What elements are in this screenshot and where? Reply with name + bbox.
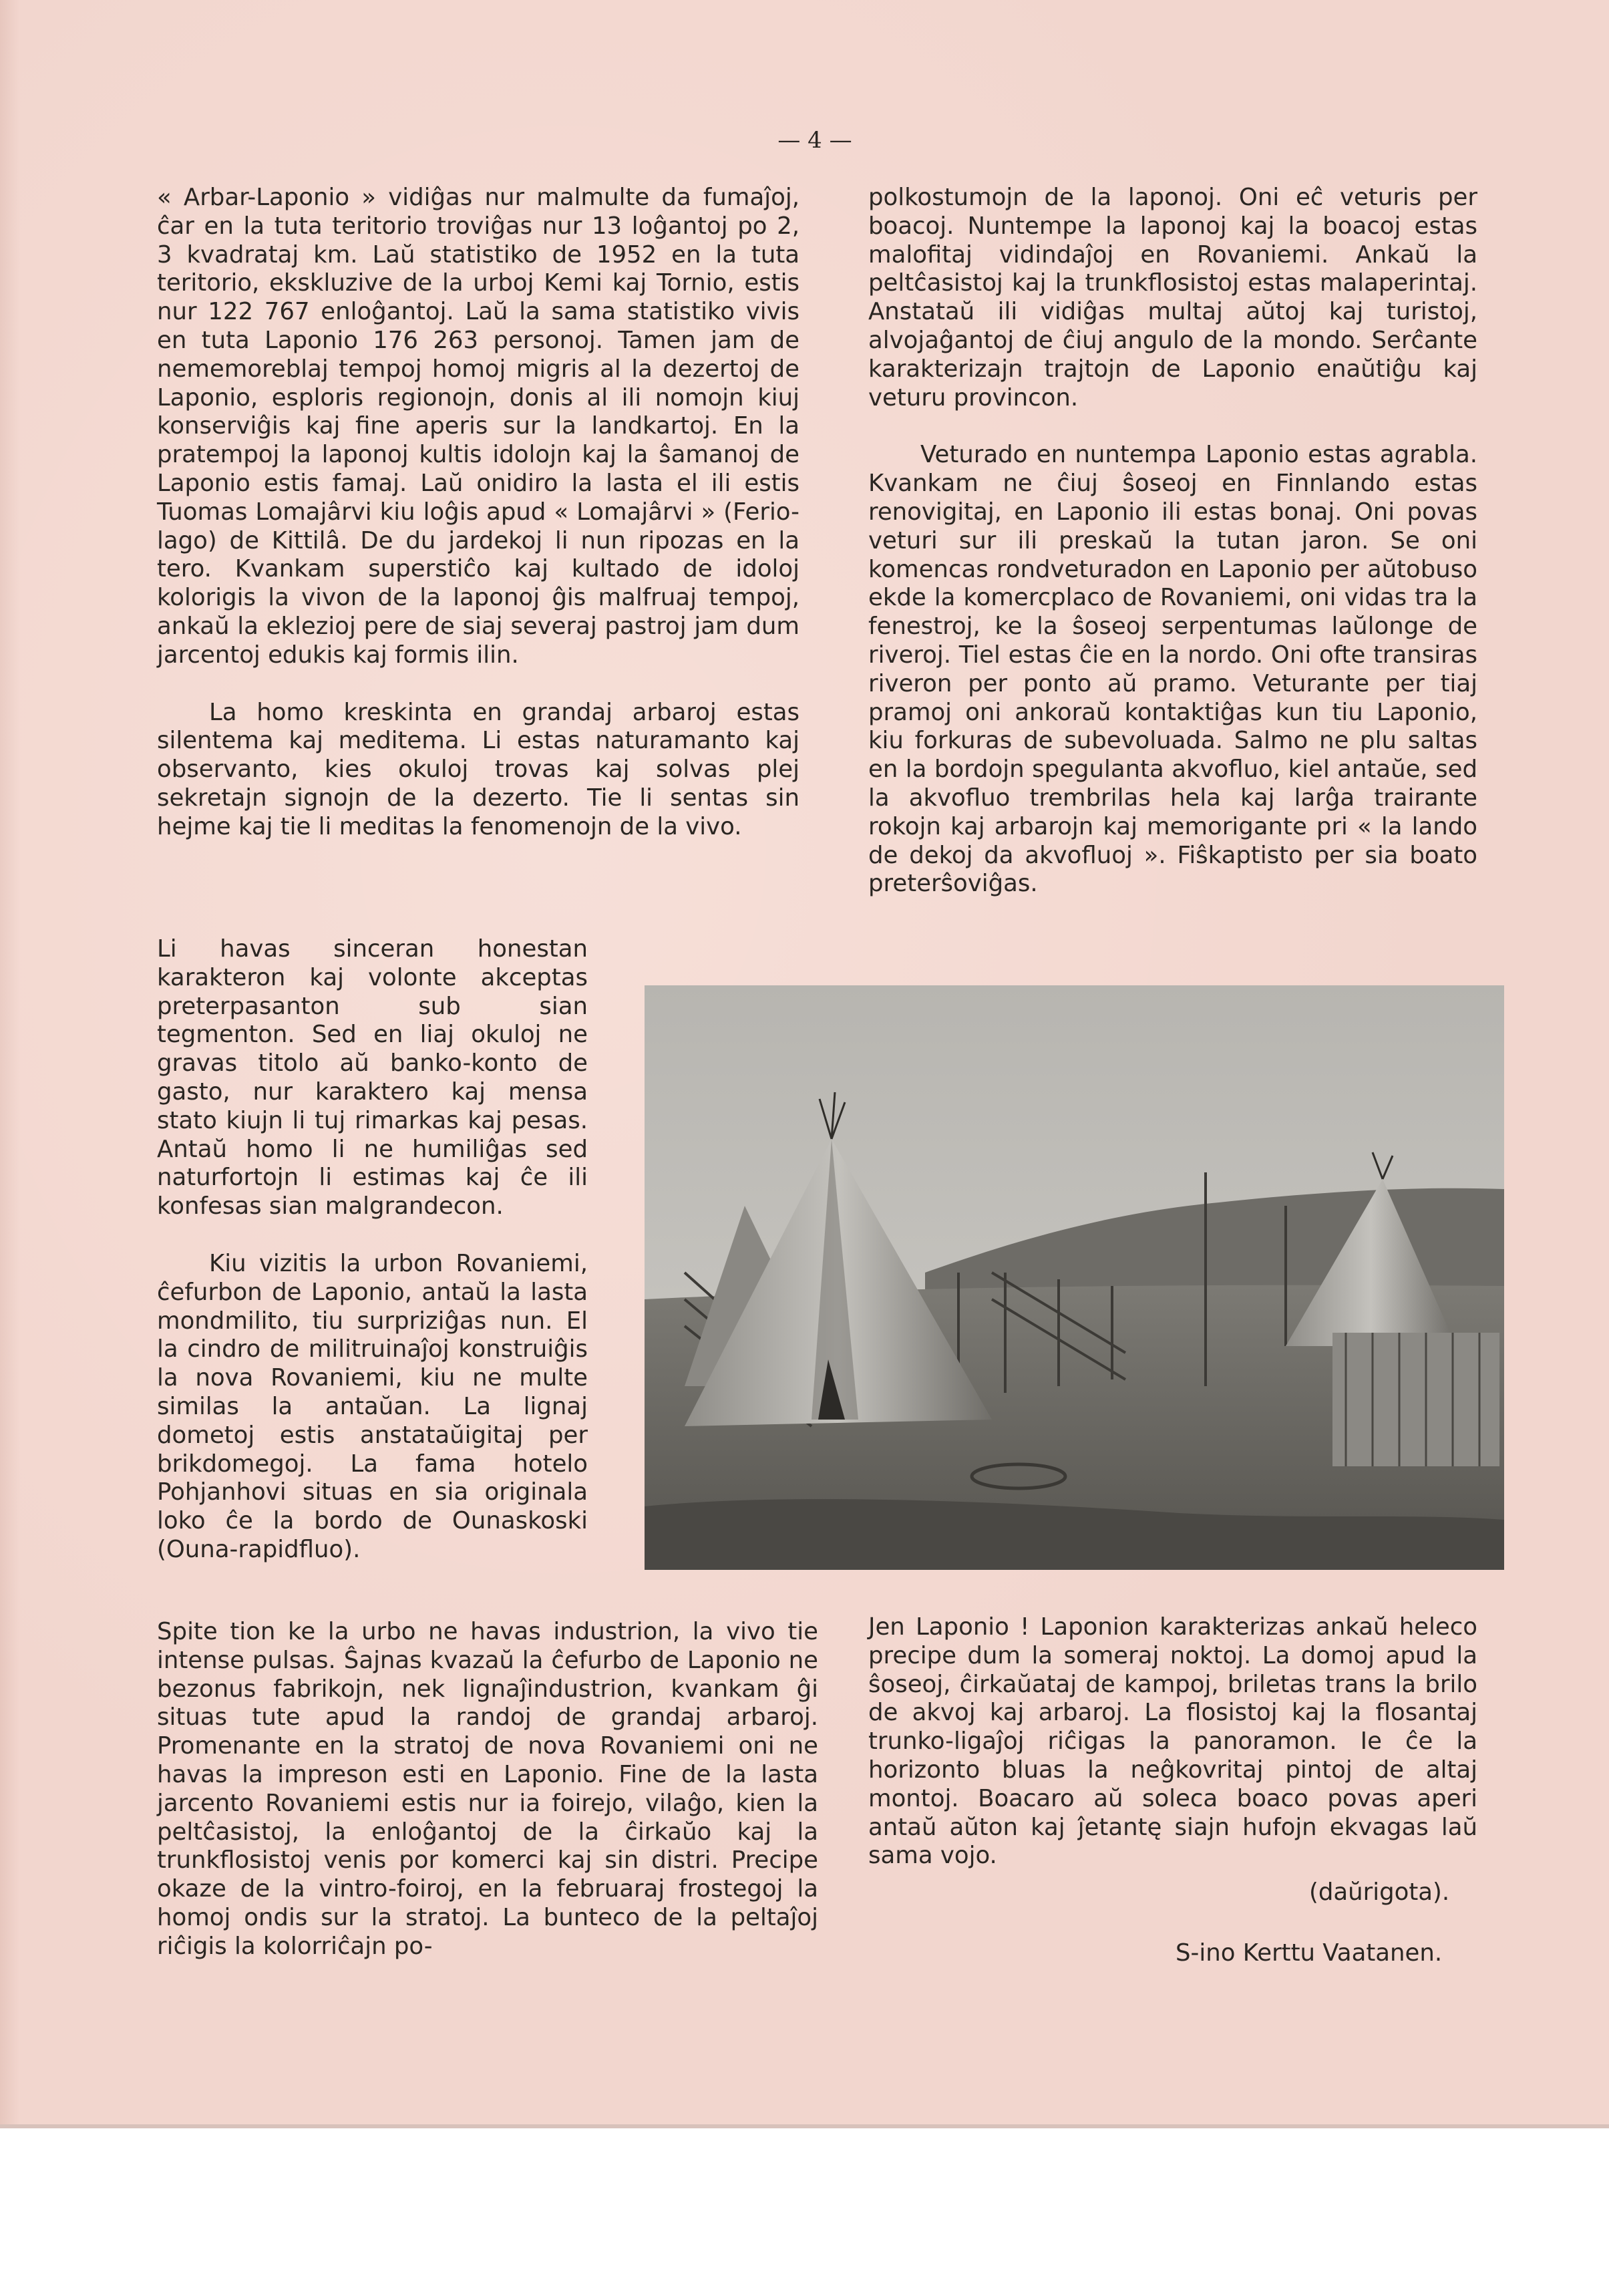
continuation-note: (daŭrigota). <box>1309 1878 1450 1906</box>
page-number: — 4 — <box>777 127 852 154</box>
paragraph: polkostumojn de la laponoj. Oni eĉ veturis per boacoj. Nuntempe la laponoj kaj la boacoj estas malofitaj vidindaĵoj en Rovaniemi. Ankaŭ la peltĉasistoj kaj la trunkflosistoj estas malaperintaj. Anstataŭ ili vidiĝas multaj aŭtoj kaj turistoj, alvojaĝantoj de ĉiuj angulo de la mondo. Serĉante karakterizajn trajtojn de Laponio enaŭtiĝu kaj veturu provincon. <box>868 184 1477 412</box>
author-signature: S-ino Kerttu Vaatanen. <box>1176 1939 1443 1967</box>
paragraph: « Arbar-Laponio » vidiĝas nur malmulte da fumaĵoj, ĉar en la tuta teritorio troviĝas nur 13 loĝantoj po 2, 3 kvadrataj km. Laŭ statistiko de 1952 en la tuta teritorio, ekskluzive de la urboj Kemi kaj Tornio, estis nur 122 767 enloĝantoj. Laŭ la sama statistiko vivis en tuta Laponio 176 263 personoj. Tamen jam de nememoreblaj tempoj homoj migris al la dezertoj de Laponio, esploris regionojn, donis al ili nomojn kiuj konserviĝis kaj fine aperis sur la landkartoj. En la pratempoj la laponoj kultis idolojn kaj la ŝamanoj de Laponio estis famaj. Laŭ onidiro la lasta el ili estis Tuomas Lomajârvi kiu loĝis apud « Lomajârvi » (Ferio-lago) de Kittilâ. De du jardekoj li nun ripozas en la tero. Kvankam superstiĉo kaj kultado de idoloj kolorigis la vivon de la laponoj ĝis malfruaj tempoj, ankaŭ la eklezioj pere de siaj severaj pastroj jam dum jarcentoj edukis kaj formis ilin. <box>157 184 799 669</box>
paragraph: Li havas sinceran honestan karakteron kaj volonte akceptas preterpasanton sub sian tegmenton. Sed en liaj okuloj ne gravas titolo aŭ banko-konto de gasto, nur karaktero kaj mensa stato kiujn li tuj rimarkas kaj pesas. Antaŭ homo li ne humiliĝas sed naturfortojn li estimas kaj ĉe ili konfesas sian malgrandecon. <box>157 935 588 1220</box>
left-column-narrow <box>157 935 588 1565</box>
photo-lapp-tents <box>645 985 1504 1570</box>
paragraph: Spite tion ke la urbo ne havas industrion, la vivo tie intense pulsas. Ŝajnas kvazaŭ la ĉefurbo de Laponio ne bezonus fabrikojn, nek lignaĵindustrion, kvankam ĝi situas tute apud la randoj de grandaj arbaroj. Promenante en la stratoj de nova Rovaniemi oni ne havas la impreson esti en Laponio. Fine de la lasta jarcento Rovaniemi estis nur ia foirejo, vilaĝo, kien la peltĉasistoj, la enloĝantoj de la ĉirkaŭo kaj la trunkflosistoj venis por komerci kaj sin distri. Precipe okaze de la vintro-foiroj, en la februaraj frostegoj la homoj ondis sur la stratoj. La bunteco de la peltaĵoj riĉigis la kolorriĉajn po- <box>157 1618 818 1960</box>
paragraph: Kiu vizitis la urbon Rovaniemi, ĉefurbon de Laponio, antaŭ la lasta mondmilito, tiu surpriziĝas nun. El la cindro de militruinaĵoj konstruiĝis la nova Rovaniemi, kiu ne multe similas la antaŭan. La lignaj dometoj estis anstataŭigitaj per brikdomegoj. La fama hotelo Pohjanhovi situas en sia originala loko ĉe la bordo de Ounaskoski (Ouna-rapidfluo). <box>157 1249 588 1563</box>
sheet-bottom-edge <box>0 2124 1609 2128</box>
left-column-bottom <box>157 1618 818 1961</box>
left-column-top <box>157 184 799 842</box>
paragraph: La homo kreskinta en grandaj arbaroj estas silentema kaj meditema. Li estas naturamanto kaj observanto, kies okuloj trovas kaj solvas plej sekretajn signojn de la dezerto. Tie li sentas sin hejme kaj tie li meditas la fenomenojn de la vivo. <box>157 698 799 840</box>
right-column-top <box>868 184 1477 898</box>
paragraph: Veturado en nuntempa Laponio estas agrabla. Kvankam ne ĉiuj ŝoseoj en Finnlando estas renovigitaj, en Laponio ili estas bonaj. Oni povas veturi sur ili preskaŭ la tutan jaron. Se oni komencas rondveturadon en Laponio per aŭtobuso ekde la komercplaco de Rovaniemi, oni vidas tra la fenestroj, ke la ŝoseoj serpentumas laŭlonge de riveroj. Tiel estas ĉie en la nordo. Oni ofte transiras riveron per ponto aŭ pramo. Veturante per tiaj pramoj oni ankoraŭ kontaktiĝas kun tiu Laponio, kiu forkuras de subevoluada. Salmo ne plu saltas en la bordojn spegulanta akvofluo, kiel antaŭe, sed la akvofluo trembrilas hela kaj larĝa trairante rokojn kaj arbarojn kaj memorigante pri « la lando de dekoj da akvofluoj ». Fiŝkaptisto per sia boato preterŝoviĝas. <box>868 441 1477 898</box>
right-column-bottom <box>868 1613 1477 1870</box>
paragraph: Jen Laponio ! Laponion karakterizas ankaŭ heleco precipe dum la someraj noktoj. La domoj apud la ŝoseoj, ĉirkaŭataj de kampoj, briletas trans la brilo de akvoj kaj arbaroj. La flosistoj kaj la flosantaj trunko-ligaĵoj riĉigas la panoramon. Ie ĉe la horizonto bluas la neĝkovritaj pintoj de altaj montoj. Boacaro aŭ soleca boaco povas aperi antaŭ aŭton kaj ĵetantę siajn hufojn ekvagas laŭ sama vojo. <box>868 1613 1477 1870</box>
photo-illustration <box>645 985 1504 1570</box>
